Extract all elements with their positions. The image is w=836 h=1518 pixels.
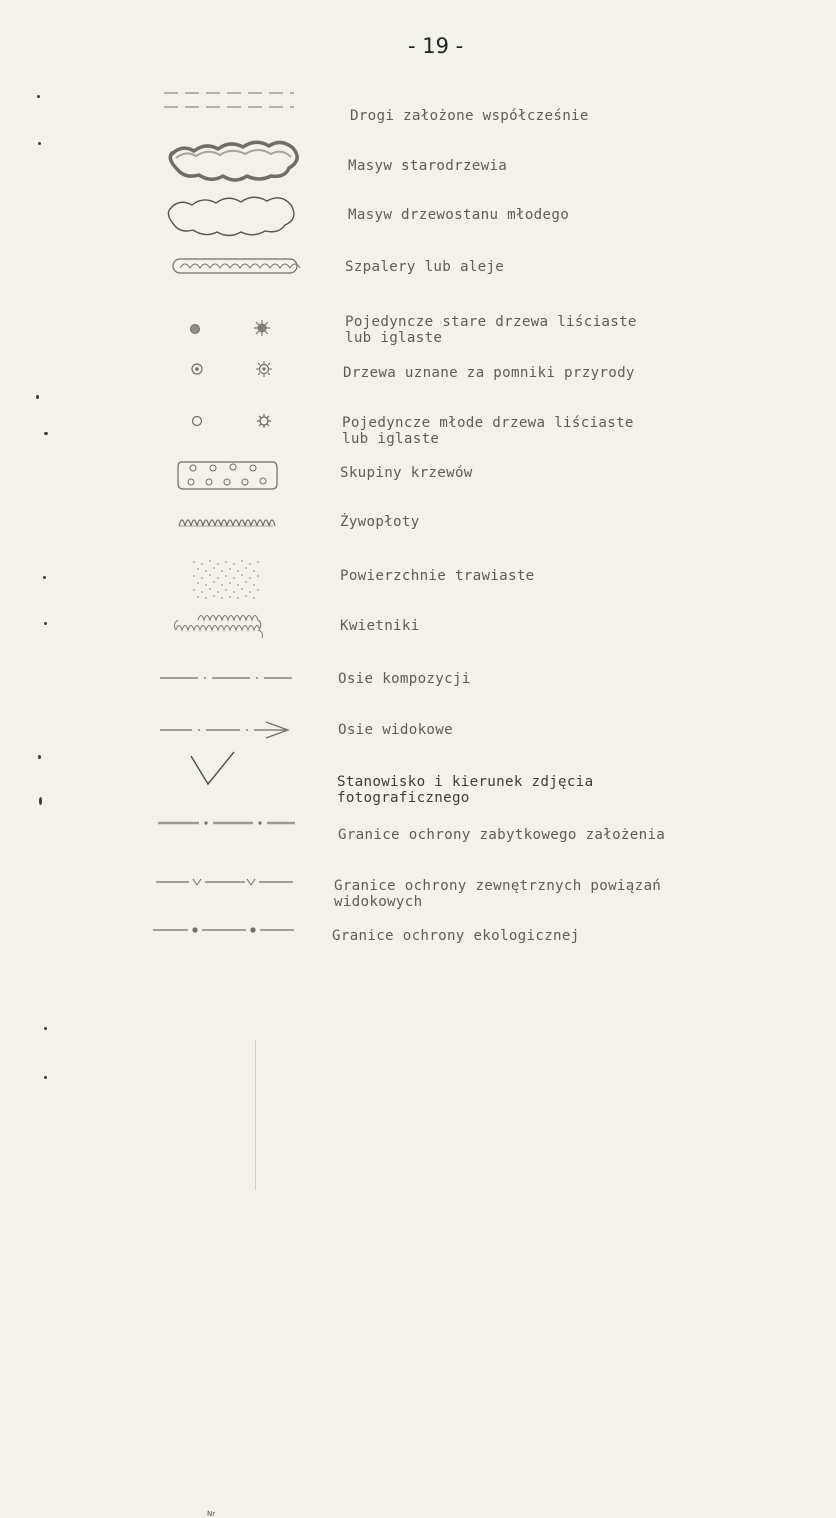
composition-axis-symbol: [158, 668, 298, 688]
legend-label: Osie widokowe: [338, 722, 453, 738]
margin-dot: [44, 1027, 47, 1030]
avenue-symbol: [170, 255, 302, 279]
legend-label: Granice ochrony ekologicznej: [332, 928, 580, 944]
view-boundary-symbol: [153, 874, 298, 890]
legend-label: Szpalery lub aleje: [345, 259, 505, 275]
page-number: - 19 -: [408, 34, 464, 58]
legend-label: Skupiny krzewów: [340, 465, 473, 481]
tree-mass-dense-symbol: [158, 140, 308, 188]
legend-label: Drogi założone współcześnie: [350, 108, 589, 124]
photo-direction-symbol: [188, 750, 238, 790]
legend-label: Żywopłoty: [340, 514, 420, 530]
old-tree-symbols: [185, 314, 275, 342]
dashed-road-symbol: [160, 85, 300, 115]
margin-dot: [36, 395, 39, 399]
view-axis-arrow-symbol: [158, 718, 298, 742]
hedge-symbol: [175, 508, 285, 532]
eco-boundary-symbol: [150, 922, 300, 938]
lawn-stipple-symbol: [190, 558, 262, 600]
legend-label: Masyw drzewostanu młodego: [348, 207, 570, 223]
margin-dot: [38, 142, 41, 145]
margin-dot: [38, 755, 41, 759]
legend-label: Osie kompozycji: [338, 671, 471, 687]
margin-dot: [44, 622, 47, 625]
monument-tree-symbols: [185, 358, 275, 386]
binding-line: [255, 1040, 256, 1190]
margin-dot: [43, 576, 46, 579]
legend-label: Powierzchnie trawiaste: [340, 568, 535, 584]
legend-label: Pojedyncze stare drzewa liściaste lub iglaste: [345, 314, 637, 346]
shrub-group-symbol: [175, 456, 280, 492]
legend-label: Granice ochrony zabytkowego założenia: [338, 827, 666, 843]
margin-dot: [44, 432, 48, 435]
heritage-boundary-symbol: [155, 816, 300, 830]
margin-dot: [39, 797, 42, 805]
tree-mass-young-symbol: [158, 193, 308, 241]
legend-label: Stanowisko i kierunek zdjęcia fotograficznego: [337, 774, 594, 806]
photo-number-text: Nr: [207, 1510, 216, 1518]
legend-label: Drzewa uznane za pomniki przyrody: [343, 365, 635, 381]
legend-label: Granice ochrony zewnętrznych powiązań widokowych: [334, 878, 662, 910]
legend-label: Masyw starodrzewia: [348, 158, 508, 174]
margin-dot: [44, 1076, 47, 1079]
legend-label: Kwietniki: [340, 618, 420, 634]
flowerbed-symbol: [170, 604, 285, 644]
legend-label: Pojedyncze młode drzewa liściaste lub iglaste: [342, 415, 634, 447]
young-tree-symbols: [185, 409, 275, 437]
margin-dot: [37, 95, 40, 98]
